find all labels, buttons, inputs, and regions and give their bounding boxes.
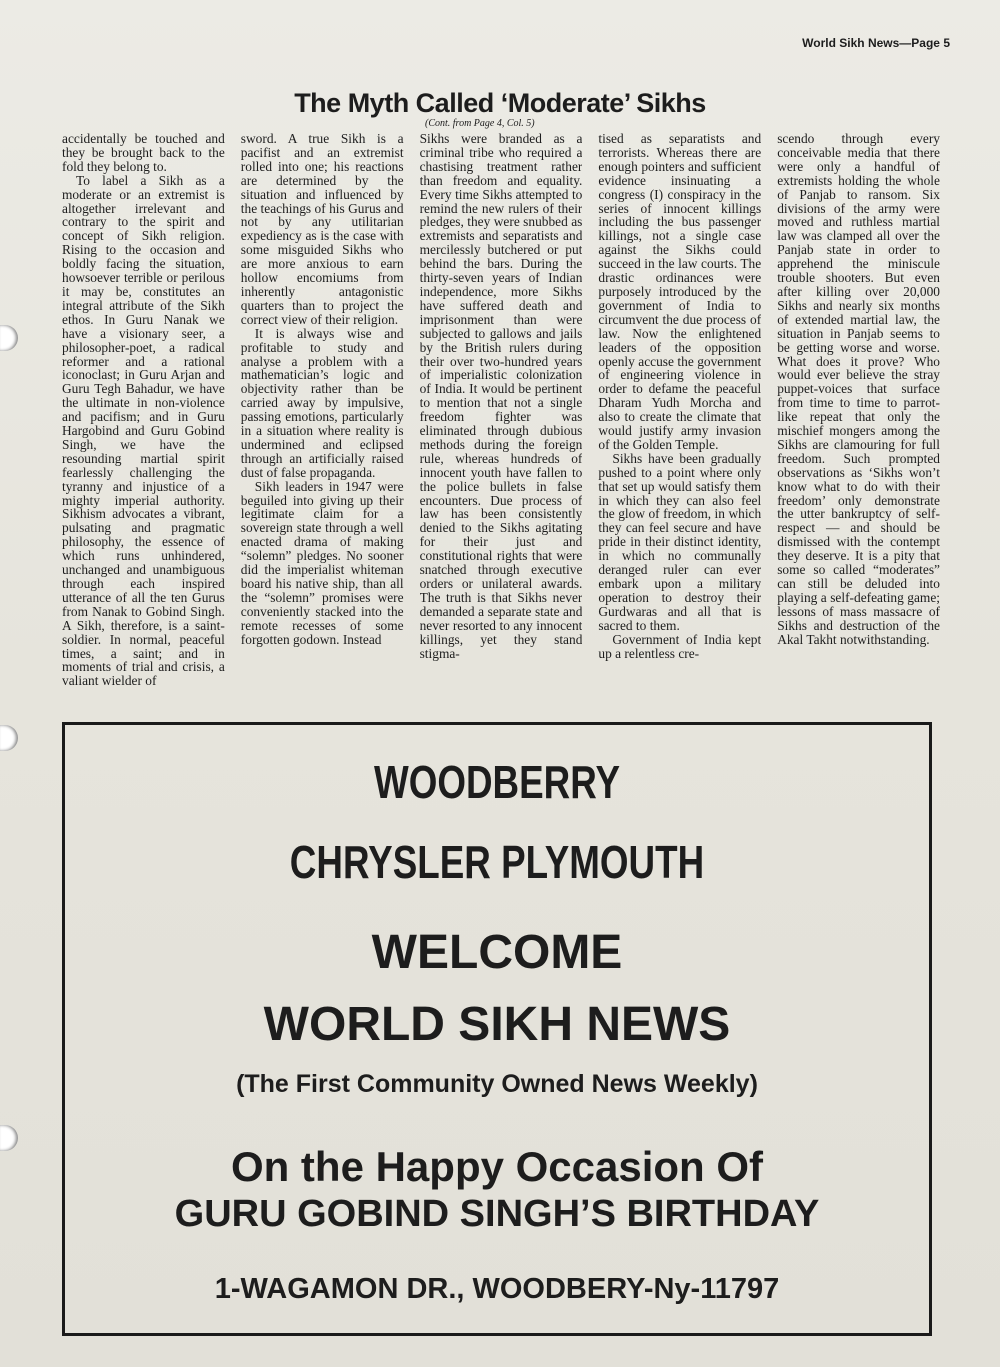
- page-header: World Sikh News—Page 5: [802, 36, 950, 50]
- paragraph: Government of India kept up a relentless cre-: [598, 631, 762, 661]
- article-column-3: [420, 132, 583, 712]
- paragraph: Sikh leaders in 1947 were beguiled into giving up their legitimate claim for a sovereign state through a well enacted drama of making “solemn” pledges. No sooner did the imperialist whiteman board his native ship, than all the “solemn” promises were conveniently stacked into the remote recesses of some forgotten godown. Instead: [240, 478, 404, 647]
- ad-dealer-brand: CHRYSLER PLYMOUTH: [289, 836, 705, 888]
- paragraph: To label a Sikh as a moderate or an extremist is altogether irrelevant and contrary to the spirit and concept of Sikh religion. Rising to the occasion and boldly facing the situation, howsoever terrible or perilous it may be, constitutes an integral attribute of the Sikh ethos. In Guru Nanak we have a visionary seer, a philosopher-poet, a radical reformer and a rational iconoclast; in Guru Arjan and Guru Tegh Bahadur, we have the ultimate in non-violence and pacifism; and in Guru Hargobind and Guru Gobind Singh, we have the resounding martial spirit fearlessly challenging the tyranny and injustice of a mighty imperial authority. Sikhism advocates a vibrant, pulsating and pragmatic philosophy, the essence of which runs unhindered, unchanged and unambiguous through each inspired utterance of all the ten Gurus from Nanak to Gobind Singh. A Sikh, therefore, is a saint-soldier. In normal, peaceful times, a saint; and in moments of trial and crisis, a valiant wielder of: [62, 172, 225, 689]
- paragraph: accidentally be touched and they be brought back to the fold they belong to.: [62, 132, 225, 174]
- article-body: [62, 132, 940, 712]
- article-column-5: [777, 132, 940, 712]
- article-column-4: [598, 132, 761, 712]
- paragraph: sword. A true Sikh is a pacifist and an extremist rolled into one; his reactions are determined by the situation and influenced by the teachings of his Gurus and not by any utilitarian expediency as is the case with some misguided Sikhs who are more anxious to earn hollow encomiums from inherently antagonistic quarters than to project the correct view of their religion.: [240, 132, 404, 327]
- article-column-1: [62, 132, 225, 712]
- paragraph: It is always wise and profitable to study and analyse a problem with a mathematician’s logic and objectivity rather than be carried away by impulsive, passing emotions, particularly in a situation where reality is undermined and eclipsed through an artificially raised dust of false propaganda.: [240, 325, 404, 480]
- ad-tagline: (The First Community Owned News Weekly): [236, 1070, 758, 1098]
- advertisement-box: [62, 722, 932, 1336]
- paragraph: scendo through every conceivable media that there were only a handful of extremists holding the whole of Panjab to ransom. Six divisions of the army were moved and ruthless martial law was clamped all over the Panjab state in order to apprehend the miniscule trouble shooters. But even after killing over 20,000 Sikhs and nearly six months of extended martial law, the situation in Panjab seems to be getting worse and worse. What does it prove? Who would ever believe the stray puppet-voices that surface from time to time to parrot-like repeat that only the mischief mongers among the Sikhs are clamouring for full freedom. Such prompted observations as ‘Sikhs won’t know what to do with their freedom’ only demonstrate the utter bankruptcy of self-respect — and should be dismissed with the contempt they deserve. It is a pity that some so called “moderates” can still be deluded into playing a self-defeating game; lessons of mass massacre of Sikhs and destruction of the Akal Takht notwithstanding.: [777, 132, 940, 647]
- article-title: The Myth Called ‘Moderate’ Sikhs: [294, 88, 706, 118]
- paragraph: Sikhs have been gradually pushed to a point where only that set up would satisfy them in which they can also feel the glow of freedom, in which they can feel secure and have pride in their distinct identity, in which no communally deranged ruler can ever embark upon a military operation to destroy their Gurdwaras and all that is sacred to them.: [598, 450, 762, 633]
- continued-note: (Cont. from Page 4, Col. 5): [425, 118, 535, 129]
- ad-address: 1-WAGAMON DR., WOODBERY-Ny-11797: [214, 1273, 780, 1305]
- article-column-2: [241, 132, 404, 712]
- ad-welcome: WELCOME: [371, 926, 623, 979]
- ad-occasion: On the Happy Occasion Of: [230, 1143, 764, 1190]
- paragraph: Sikhs were branded as a criminal tribe who required a chastising treatment rather than freedom and equality. Every time Sikhs attempted to remind the new rulers of their pledges, they were snubbed as extremists and separatists and mercilessly butchered or put behind the bars. During the thirty-seven years of Indian independence, more Sikhs have suffered death and imprisonment than were subjected to gallows and jails by the British rulers during their over two-hundred years of imperialistic colonization of India. It would be pertinent to mention that not a single freedom fighter was eliminated through dubious methods during the foreign rule, whereas hundreds of innocent youth have fallen to the police bullets in false encounters. Due process of law has been consistently denied to the Sikhs agitating for their just and constitutional rights that were snatched through executive orders or unilateral awards. The truth is that Sikhs never demanded a separate state and never resorted to any innocent killings, yet they stand stigma-: [419, 132, 583, 661]
- ad-publication-name: WORLD SIKH NEWS: [263, 998, 731, 1051]
- ad-occasion-name: GURU GOBIND SINGH’S BIRTHDAY: [174, 1193, 820, 1235]
- ad-dealer-name: WOODBERRY: [373, 756, 620, 808]
- paragraph: tised as separatists and terrorists. Whereas there are enough pointers and sufficient evidence insinuating a congress (I) conspiracy in the series of innocent killings including the bus passenger killings, not a single case against the Sikhs could succeed in the law courts. The drastic ordinances were purposely introduced by the government of India to circumvent the due process of law. Now the enlightened leaders of the opposition openly accuse the government of engineering violence in order to defame the peaceful Dharam Yudh Morcha and also to create the climate that would justify army invasion of the Golden Temple.: [598, 132, 762, 452]
